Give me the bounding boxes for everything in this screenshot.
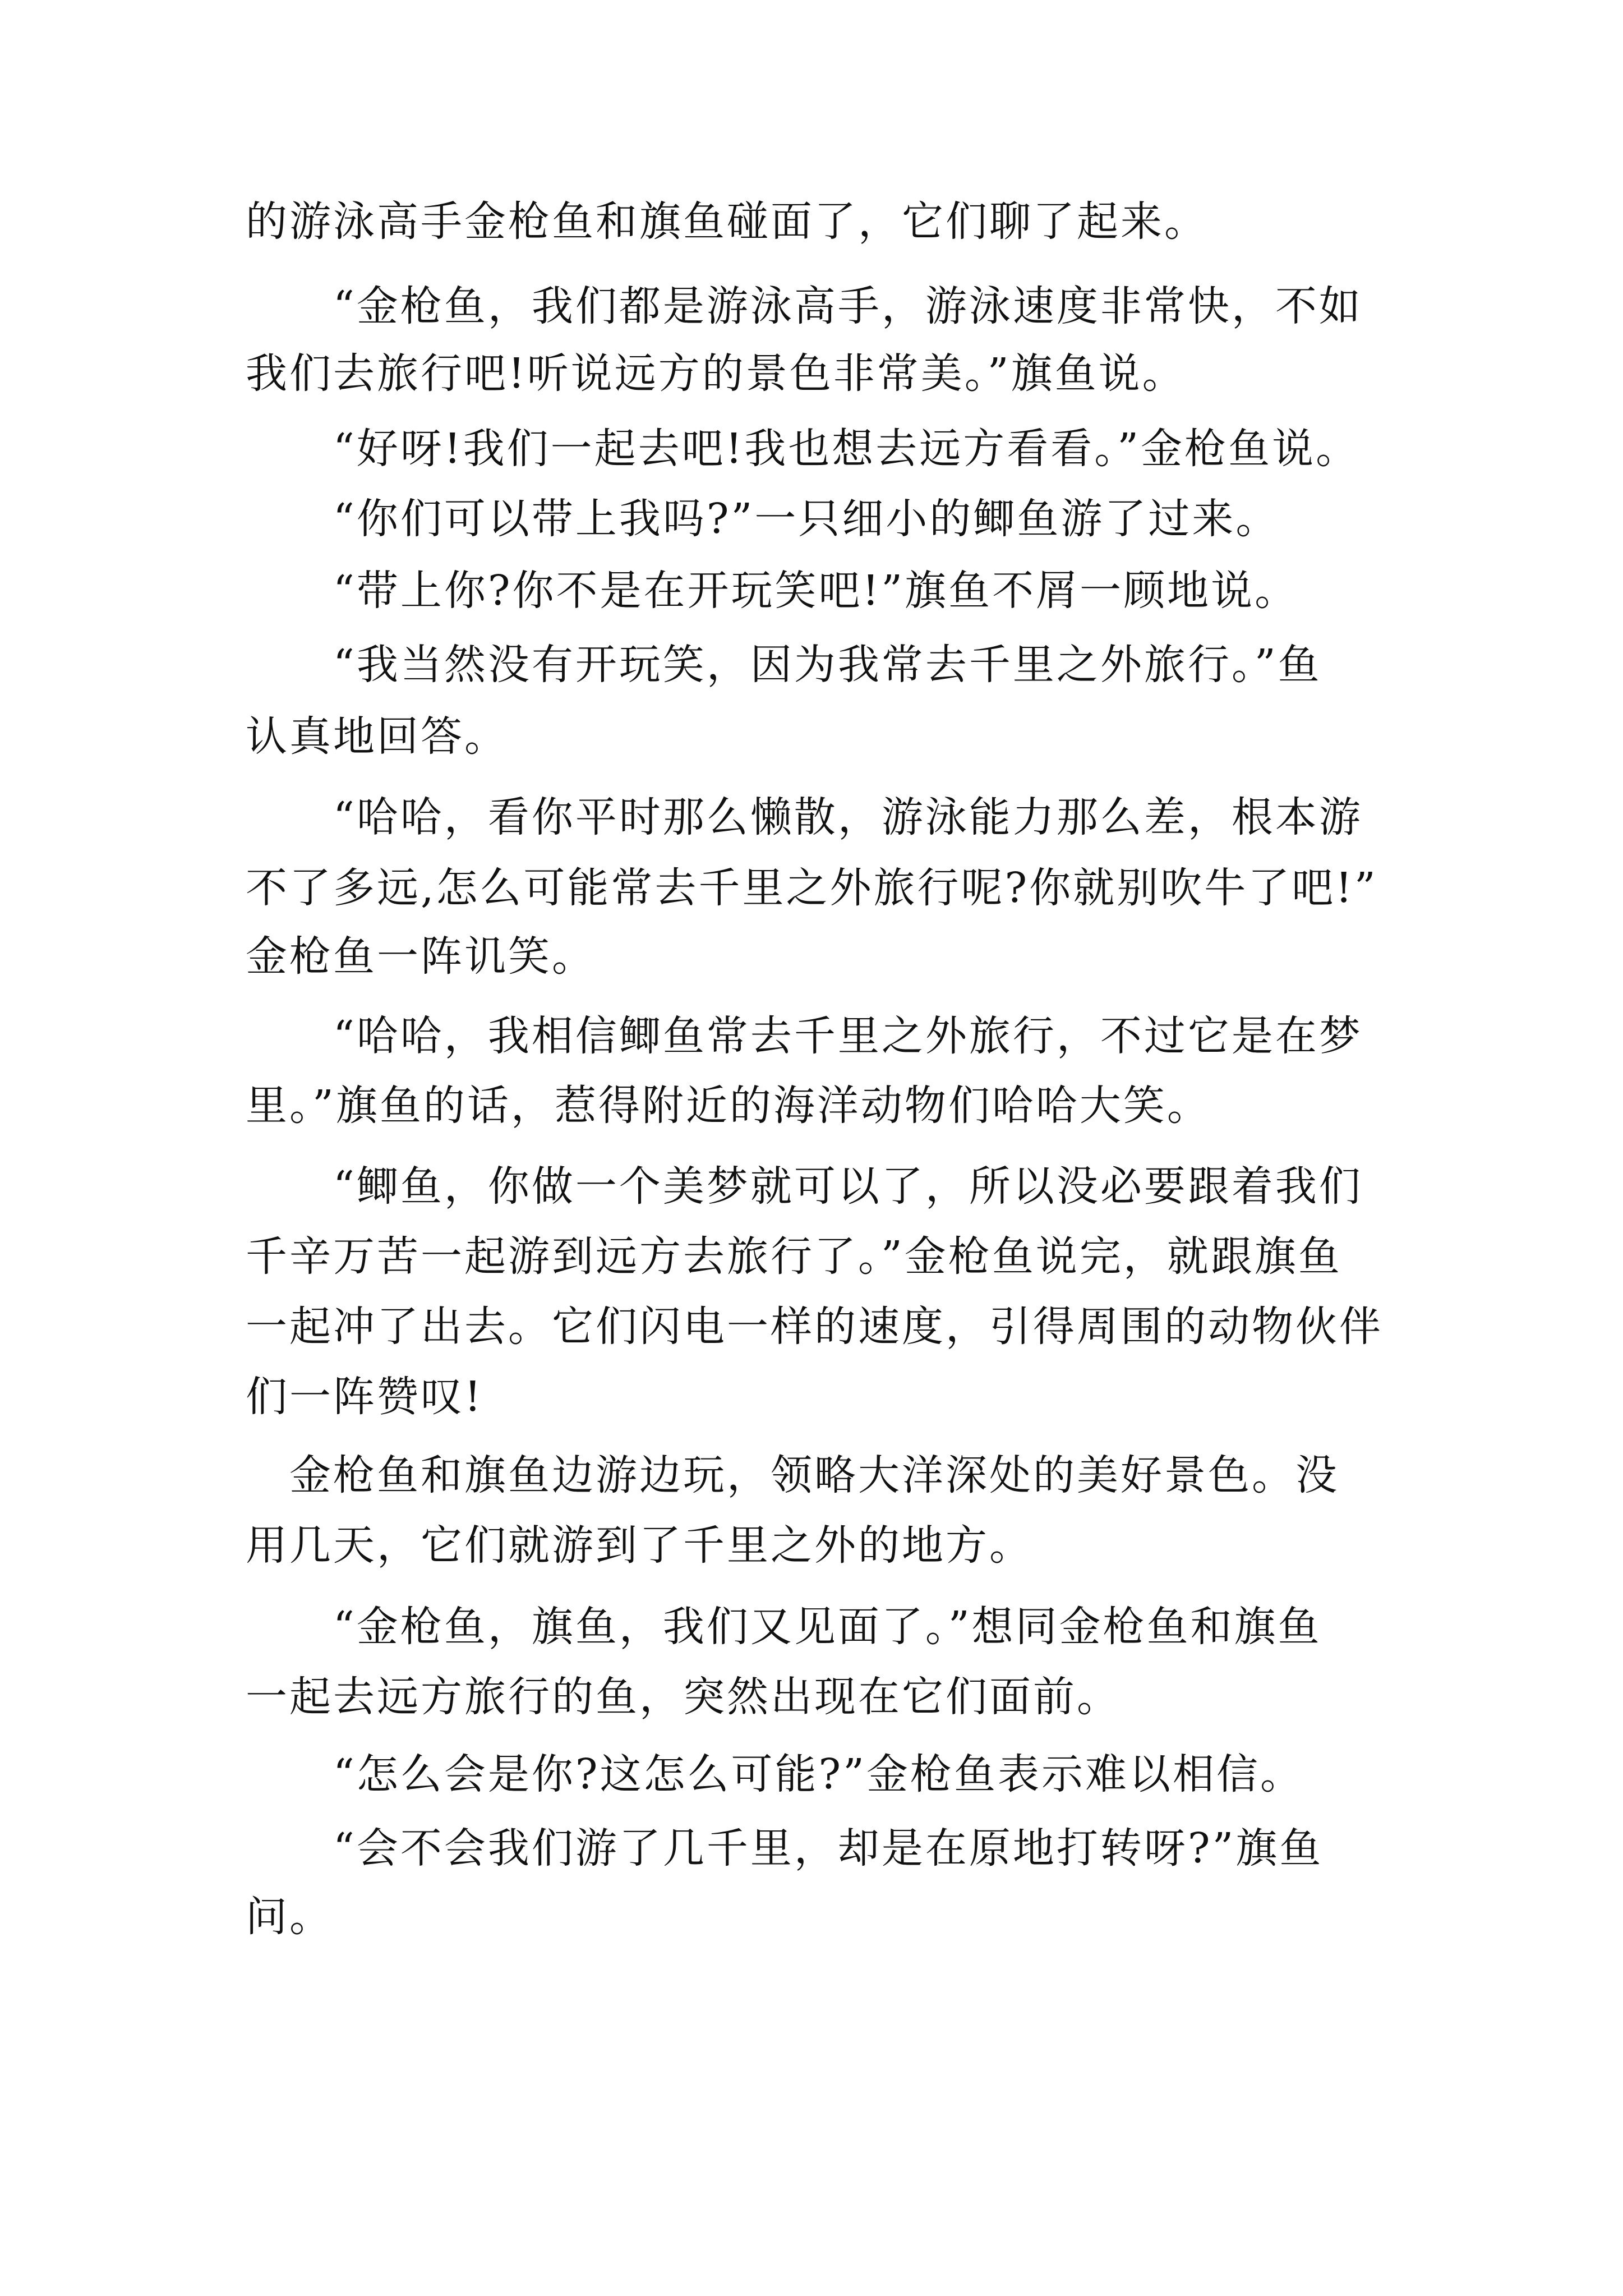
text-line-21: 一起去远方旅行的鱼，突然出现在它们面前。 (246, 1673, 1121, 1721)
text-line-11: 金枪鱼一阵讥笑。 (246, 932, 596, 981)
text-line-19: 用几天，它们就游到了千里之外的地方。 (246, 1521, 1033, 1570)
text-line-10: 不了多远,怎么可能常去千里之外旅行呢?你就别吹牛了吧!” (246, 864, 1378, 912)
text-line-13: 里。”旗鱼的话，惹得附近的海洋动物们哈哈大笑。 (246, 1082, 1211, 1130)
text-line-24: 问。 (246, 1893, 333, 1941)
text-line-23: “会不会我们游了几千里，却是在原地打转呀?”旗鱼 (246, 1824, 1324, 1872)
text-line-14: “鲫鱼，你做一个美梦就可以了，所以没必要跟着我们 (246, 1162, 1363, 1211)
text-line-15: 千辛万苦一起游到远方去旅行了。”金枪鱼说完，就跟旗鱼 (246, 1232, 1342, 1281)
text-line-20: “金枪鱼，旗鱼，我们又见面了。”想同金枪鱼和旗鱼 (246, 1603, 1322, 1651)
text-line-6: “带上你?你不是在开玩笑吧!”旗鱼不屑一顾地说。 (246, 567, 1299, 615)
text-line-2: “金枪鱼，我们都是游泳高手，游泳速度非常快，不如 (246, 282, 1363, 330)
text-line-18: 金枪鱼和旗鱼边游边玩，领略大洋深处的美好景色。没 (246, 1451, 1339, 1499)
text-line-12: “哈哈，我相信鲫鱼常去千里之外旅行，不过它是在梦 (246, 1012, 1363, 1060)
text-line-1: 的游泳高手金枪鱼和旗鱼碰面了，它们聊了起来。 (246, 197, 1208, 246)
text-line-16: 一起冲了出去。它们闪电一样的速度，引得周围的动物伙伴 (246, 1303, 1383, 1351)
text-line-5: “你们可以带上我吗?”一只细小的鲫鱼游了过来。 (246, 495, 1280, 543)
text-line-7: “我当然没有开玩笑，因为我常去千里之外旅行。”鱼 (246, 641, 1322, 689)
text-line-17: 们一阵赞叹! (246, 1373, 483, 1421)
text-line-8: 认真地回答。 (246, 712, 508, 761)
text-line-9: “哈哈，看你平时那么懒散，游泳能力那么差，根本游 (246, 793, 1363, 841)
text-line-3: 我们去旅行吧!听说远方的景色非常美。”旗鱼说。 (246, 349, 1186, 398)
text-line-4: “好呀!我们一起去吧!我也想去远方看看。”金枪鱼说。 (246, 425, 1360, 473)
text-line-22: “怎么会是你?这怎么可能?”金枪鱼表示难以相信。 (246, 1750, 1304, 1798)
